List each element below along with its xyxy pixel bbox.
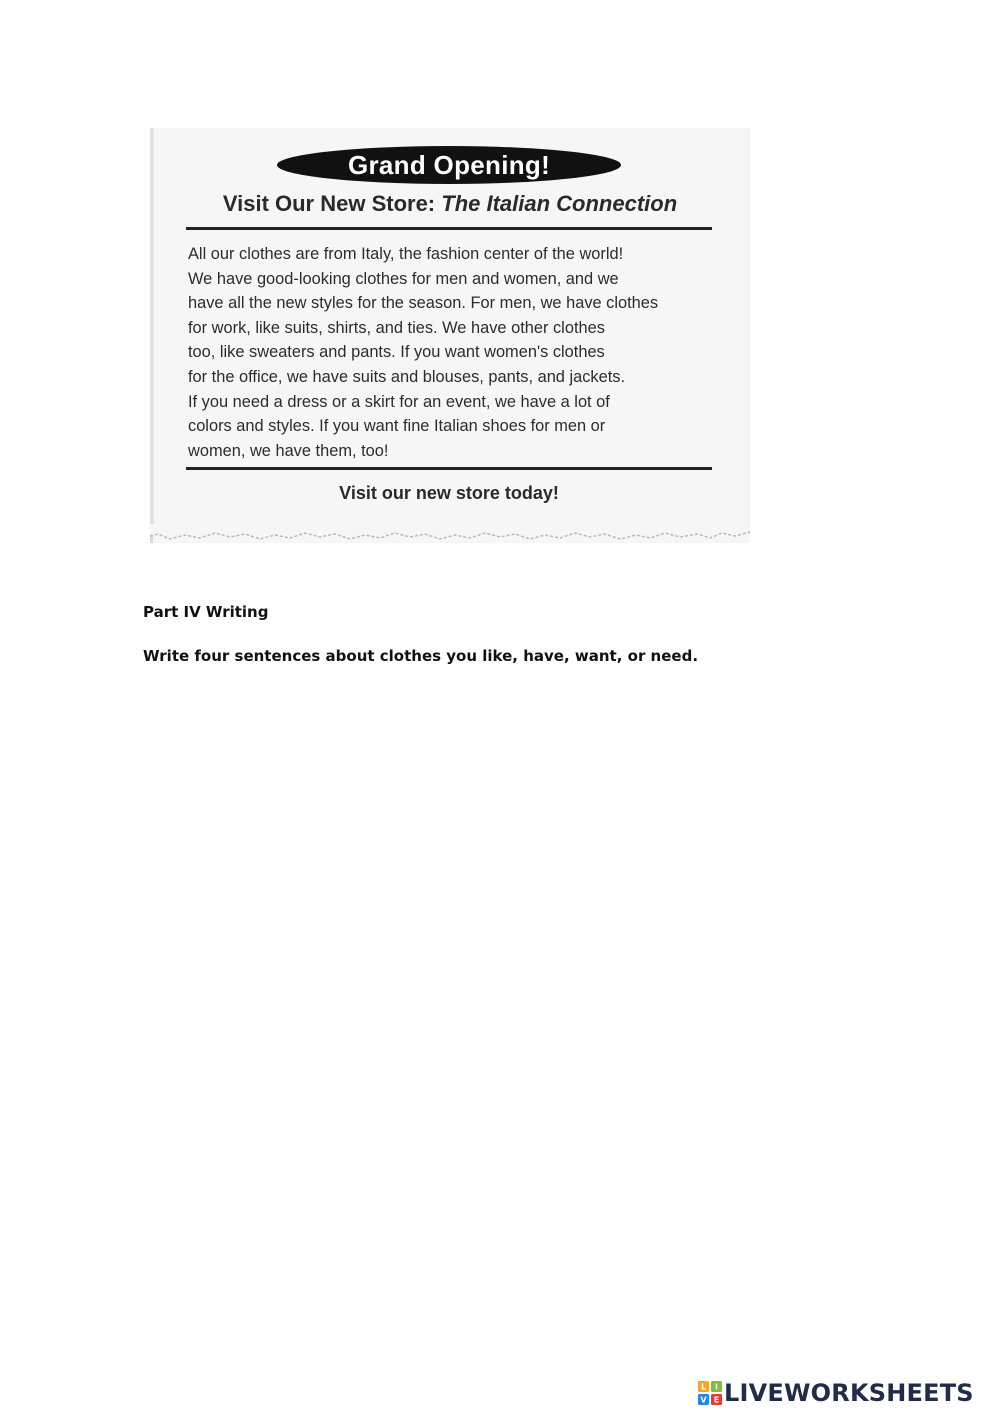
body-line: too, like sweaters and pants. If you want women's clothes [188, 343, 605, 362]
footer-divider [186, 467, 712, 470]
svg-text:I: I [715, 1382, 718, 1392]
body-line: for the office, we have suits and blouses, pants, and jackets. [188, 367, 626, 386]
store-title [186, 191, 714, 217]
liveworksheets-logo-icon [698, 1381, 722, 1405]
writing-instruction: Write four sentences about clothes you like, have, want, or need. [143, 647, 699, 665]
title-divider [186, 227, 712, 230]
brand-footer [698, 1377, 974, 1409]
store-name: The Italian Connection [441, 191, 678, 216]
advertisement-edge [150, 128, 154, 533]
svg-text:E: E [713, 1395, 720, 1405]
body-line: If you need a dress or a skirt for an event, we have a lot of [188, 392, 610, 411]
brand-name: LIVEWORKSHEETS [724, 1379, 974, 1407]
svg-text:V: V [700, 1395, 707, 1405]
advertisement-body [188, 242, 728, 463]
section-heading: Part IV Writing [143, 603, 269, 621]
body-line: We have good-looking clothes for men and women, and we [188, 269, 619, 288]
svg-text:L: L [700, 1382, 707, 1392]
advertisement-footer: Visit our new store today! [339, 483, 559, 503]
banner-title: Grand Opening! [347, 150, 551, 180]
body-line: colors and styles. If you want fine Italian shoes for men or [188, 417, 606, 436]
body-line: have all the new styles for the season. For men, we have clothes [188, 294, 659, 313]
torn-paper-edge [150, 524, 750, 546]
store-title-prefix: Visit Our New Store: [222, 191, 442, 216]
body-line: All our clothes are from Italy, the fashion center of the world! [188, 245, 624, 263]
body-line: for work, like suits, shirts, and ties. We have other clothes [188, 318, 605, 337]
body-line: women, we have them, too! [188, 441, 389, 460]
